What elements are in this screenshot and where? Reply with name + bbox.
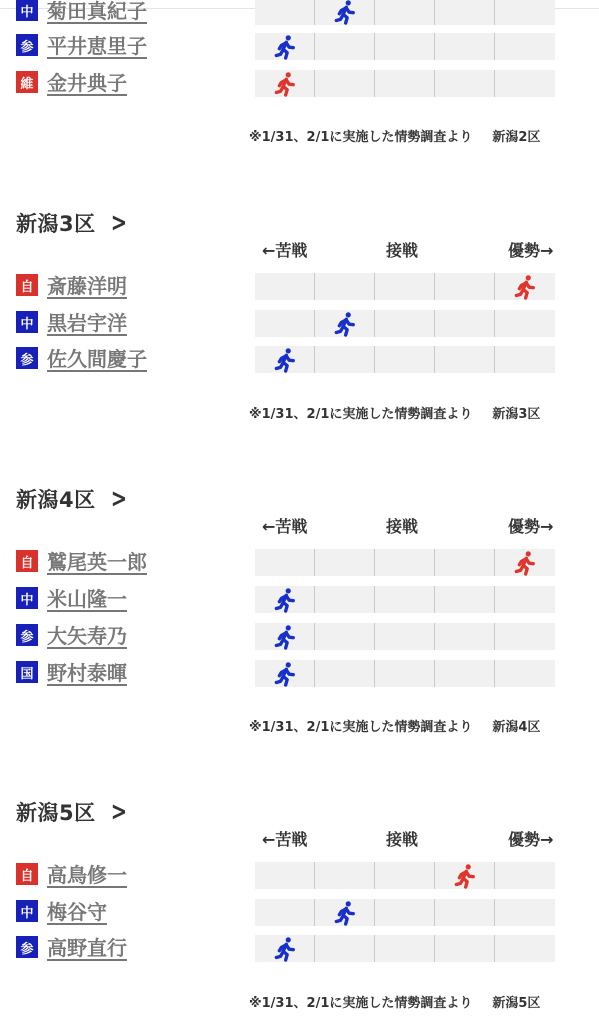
runner-icon	[512, 274, 538, 300]
candidate-name-link[interactable]: 黒岩宇洋	[47, 311, 127, 335]
track-divider	[434, 549, 435, 576]
standing-track	[255, 862, 555, 889]
candidate-row	[0, 660, 599, 690]
candidate-row	[0, 862, 599, 892]
track-divider	[374, 549, 375, 576]
track-divider	[314, 70, 315, 97]
track-divider	[374, 273, 375, 300]
track-divider	[434, 935, 435, 962]
district-header-link[interactable]	[16, 207, 129, 239]
track-divider	[434, 899, 435, 926]
track-divider	[494, 273, 495, 300]
standing-track	[255, 310, 555, 337]
track-divider	[314, 310, 315, 337]
runner-icon	[272, 936, 298, 962]
runner-icon	[512, 550, 538, 576]
party-badge: 維	[16, 71, 38, 93]
track-divider	[374, 33, 375, 60]
candidate-row	[0, 899, 599, 929]
candidate-name-link[interactable]: 米山隆一	[47, 587, 127, 611]
standing-track	[255, 346, 555, 373]
survey-note-text: ※1/31、2/1に実施した情勢調査より	[249, 407, 473, 422]
scale-label-mid: 接戦	[386, 517, 419, 536]
district-header-link[interactable]	[16, 483, 129, 515]
track-divider	[494, 70, 495, 97]
candidate-name-link[interactable]: 鷲尾英一郎	[47, 550, 147, 574]
party-badge: 参	[16, 347, 38, 369]
candidate-row	[0, 70, 599, 100]
party-badge: 中	[16, 587, 38, 609]
track-divider	[494, 862, 495, 889]
district-title: 新潟5区	[16, 801, 96, 825]
runner-icon	[332, 900, 358, 926]
district-title: 新潟4区	[16, 488, 96, 512]
track-divider	[314, 660, 315, 687]
chevron-right-icon: >	[110, 208, 127, 238]
track-divider	[494, 310, 495, 337]
party-badge: 参	[16, 34, 38, 56]
party-badge: 中	[16, 900, 38, 922]
track-divider	[494, 623, 495, 650]
track-divider	[314, 273, 315, 300]
runner-icon	[452, 863, 478, 889]
survey-note-district: 新潟2区	[492, 130, 541, 145]
track-divider	[314, 346, 315, 373]
standing-track	[255, 0, 555, 25]
candidate-row	[0, 273, 599, 303]
track-divider	[494, 660, 495, 687]
track-divider	[434, 33, 435, 60]
candidate-name-link[interactable]: 高鳥修一	[47, 863, 127, 887]
standing-track	[255, 935, 555, 962]
standing-track	[255, 70, 555, 97]
track-divider	[314, 899, 315, 926]
standing-track	[255, 549, 555, 576]
candidate-name-link[interactable]: 梅谷守	[47, 900, 107, 924]
track-divider	[374, 346, 375, 373]
runner-icon	[272, 71, 298, 97]
runner-icon	[272, 661, 298, 687]
track-divider	[374, 0, 375, 25]
track-divider	[434, 273, 435, 300]
track-divider	[494, 0, 495, 25]
track-divider	[374, 899, 375, 926]
runner-icon	[332, 0, 358, 25]
track-divider	[434, 70, 435, 97]
track-divider	[494, 586, 495, 613]
survey-note	[249, 403, 540, 422]
candidate-name-link[interactable]: 菊田真紀子	[47, 0, 147, 23]
survey-note-district: 新潟4区	[492, 720, 541, 735]
standing-track	[255, 33, 555, 60]
party-badge: 中	[16, 0, 38, 21]
candidate-row	[0, 0, 599, 28]
party-badge: 自	[16, 274, 38, 296]
runner-icon	[332, 311, 358, 337]
party-badge: 中	[16, 311, 38, 333]
scale-label-high: 優勢→	[508, 241, 554, 260]
candidate-name-link[interactable]: 佐久間慶子	[47, 347, 147, 371]
candidate-name-link[interactable]: 野村泰暉	[47, 661, 127, 685]
candidate-row	[0, 310, 599, 340]
survey-note-text: ※1/31、2/1に実施した情勢調査より	[249, 996, 473, 1011]
track-divider	[314, 549, 315, 576]
track-divider	[434, 346, 435, 373]
track-divider	[374, 310, 375, 337]
track-divider	[434, 623, 435, 650]
survey-note	[249, 716, 540, 735]
track-divider	[494, 346, 495, 373]
party-badge: 参	[16, 936, 38, 958]
track-divider	[494, 549, 495, 576]
chevron-right-icon: >	[110, 797, 127, 827]
candidate-name-link[interactable]: 平井恵里子	[47, 34, 147, 58]
runner-icon	[272, 347, 298, 373]
track-divider	[314, 33, 315, 60]
track-divider	[434, 586, 435, 613]
track-divider	[314, 623, 315, 650]
scale-label-mid: 接戦	[386, 830, 419, 849]
track-divider	[314, 935, 315, 962]
track-divider	[314, 862, 315, 889]
scale-label-low: ←苦戦	[262, 517, 308, 536]
party-badge: 自	[16, 550, 38, 572]
standing-track	[255, 273, 555, 300]
chevron-right-icon: >	[110, 484, 127, 514]
party-badge: 参	[16, 624, 38, 646]
track-divider	[494, 899, 495, 926]
track-divider	[494, 935, 495, 962]
track-divider	[374, 623, 375, 650]
scale-label-high: 優勢→	[508, 830, 554, 849]
standing-track	[255, 899, 555, 926]
runner-icon	[272, 587, 298, 613]
candidate-name-link[interactable]: 金井典子	[47, 71, 127, 95]
survey-note-district: 新潟5区	[492, 996, 541, 1011]
survey-note-district: 新潟3区	[492, 407, 541, 422]
party-badge: 自	[16, 863, 38, 885]
track-divider	[374, 586, 375, 613]
party-badge: 国	[16, 661, 38, 683]
district-title: 新潟3区	[16, 212, 96, 236]
track-divider	[494, 33, 495, 60]
survey-note-text: ※1/31、2/1に実施した情勢調査より	[249, 720, 473, 735]
track-divider	[374, 660, 375, 687]
track-divider	[434, 862, 435, 889]
track-divider	[314, 586, 315, 613]
candidate-row	[0, 346, 599, 376]
survey-note-text: ※1/31、2/1に実施した情勢調査より	[249, 130, 473, 145]
candidate-name-link[interactable]: 高野直行	[47, 936, 127, 960]
standing-track	[255, 586, 555, 613]
track-divider	[434, 310, 435, 337]
candidate-name-link[interactable]: 斎藤洋明	[47, 274, 127, 298]
scale-label-low: ←苦戦	[262, 241, 308, 260]
survey-note	[249, 992, 540, 1011]
track-divider	[434, 0, 435, 25]
candidate-row	[0, 623, 599, 653]
scale-label-low: ←苦戦	[262, 830, 308, 849]
scale-label-mid: 接戦	[386, 241, 419, 260]
district-header-link[interactable]	[16, 796, 129, 828]
track-divider	[374, 935, 375, 962]
track-divider	[374, 862, 375, 889]
runner-icon	[272, 34, 298, 60]
candidate-name-link[interactable]: 大矢寿乃	[47, 624, 127, 648]
track-divider	[434, 660, 435, 687]
candidate-row	[0, 586, 599, 616]
candidate-row	[0, 935, 599, 965]
survey-note	[249, 126, 540, 145]
standing-track	[255, 623, 555, 650]
track-divider	[374, 70, 375, 97]
scale-label-high: 優勢→	[508, 517, 554, 536]
standing-track	[255, 660, 555, 687]
track-divider	[314, 0, 315, 25]
runner-icon	[272, 624, 298, 650]
candidate-row	[0, 33, 599, 63]
candidate-row	[0, 549, 599, 579]
